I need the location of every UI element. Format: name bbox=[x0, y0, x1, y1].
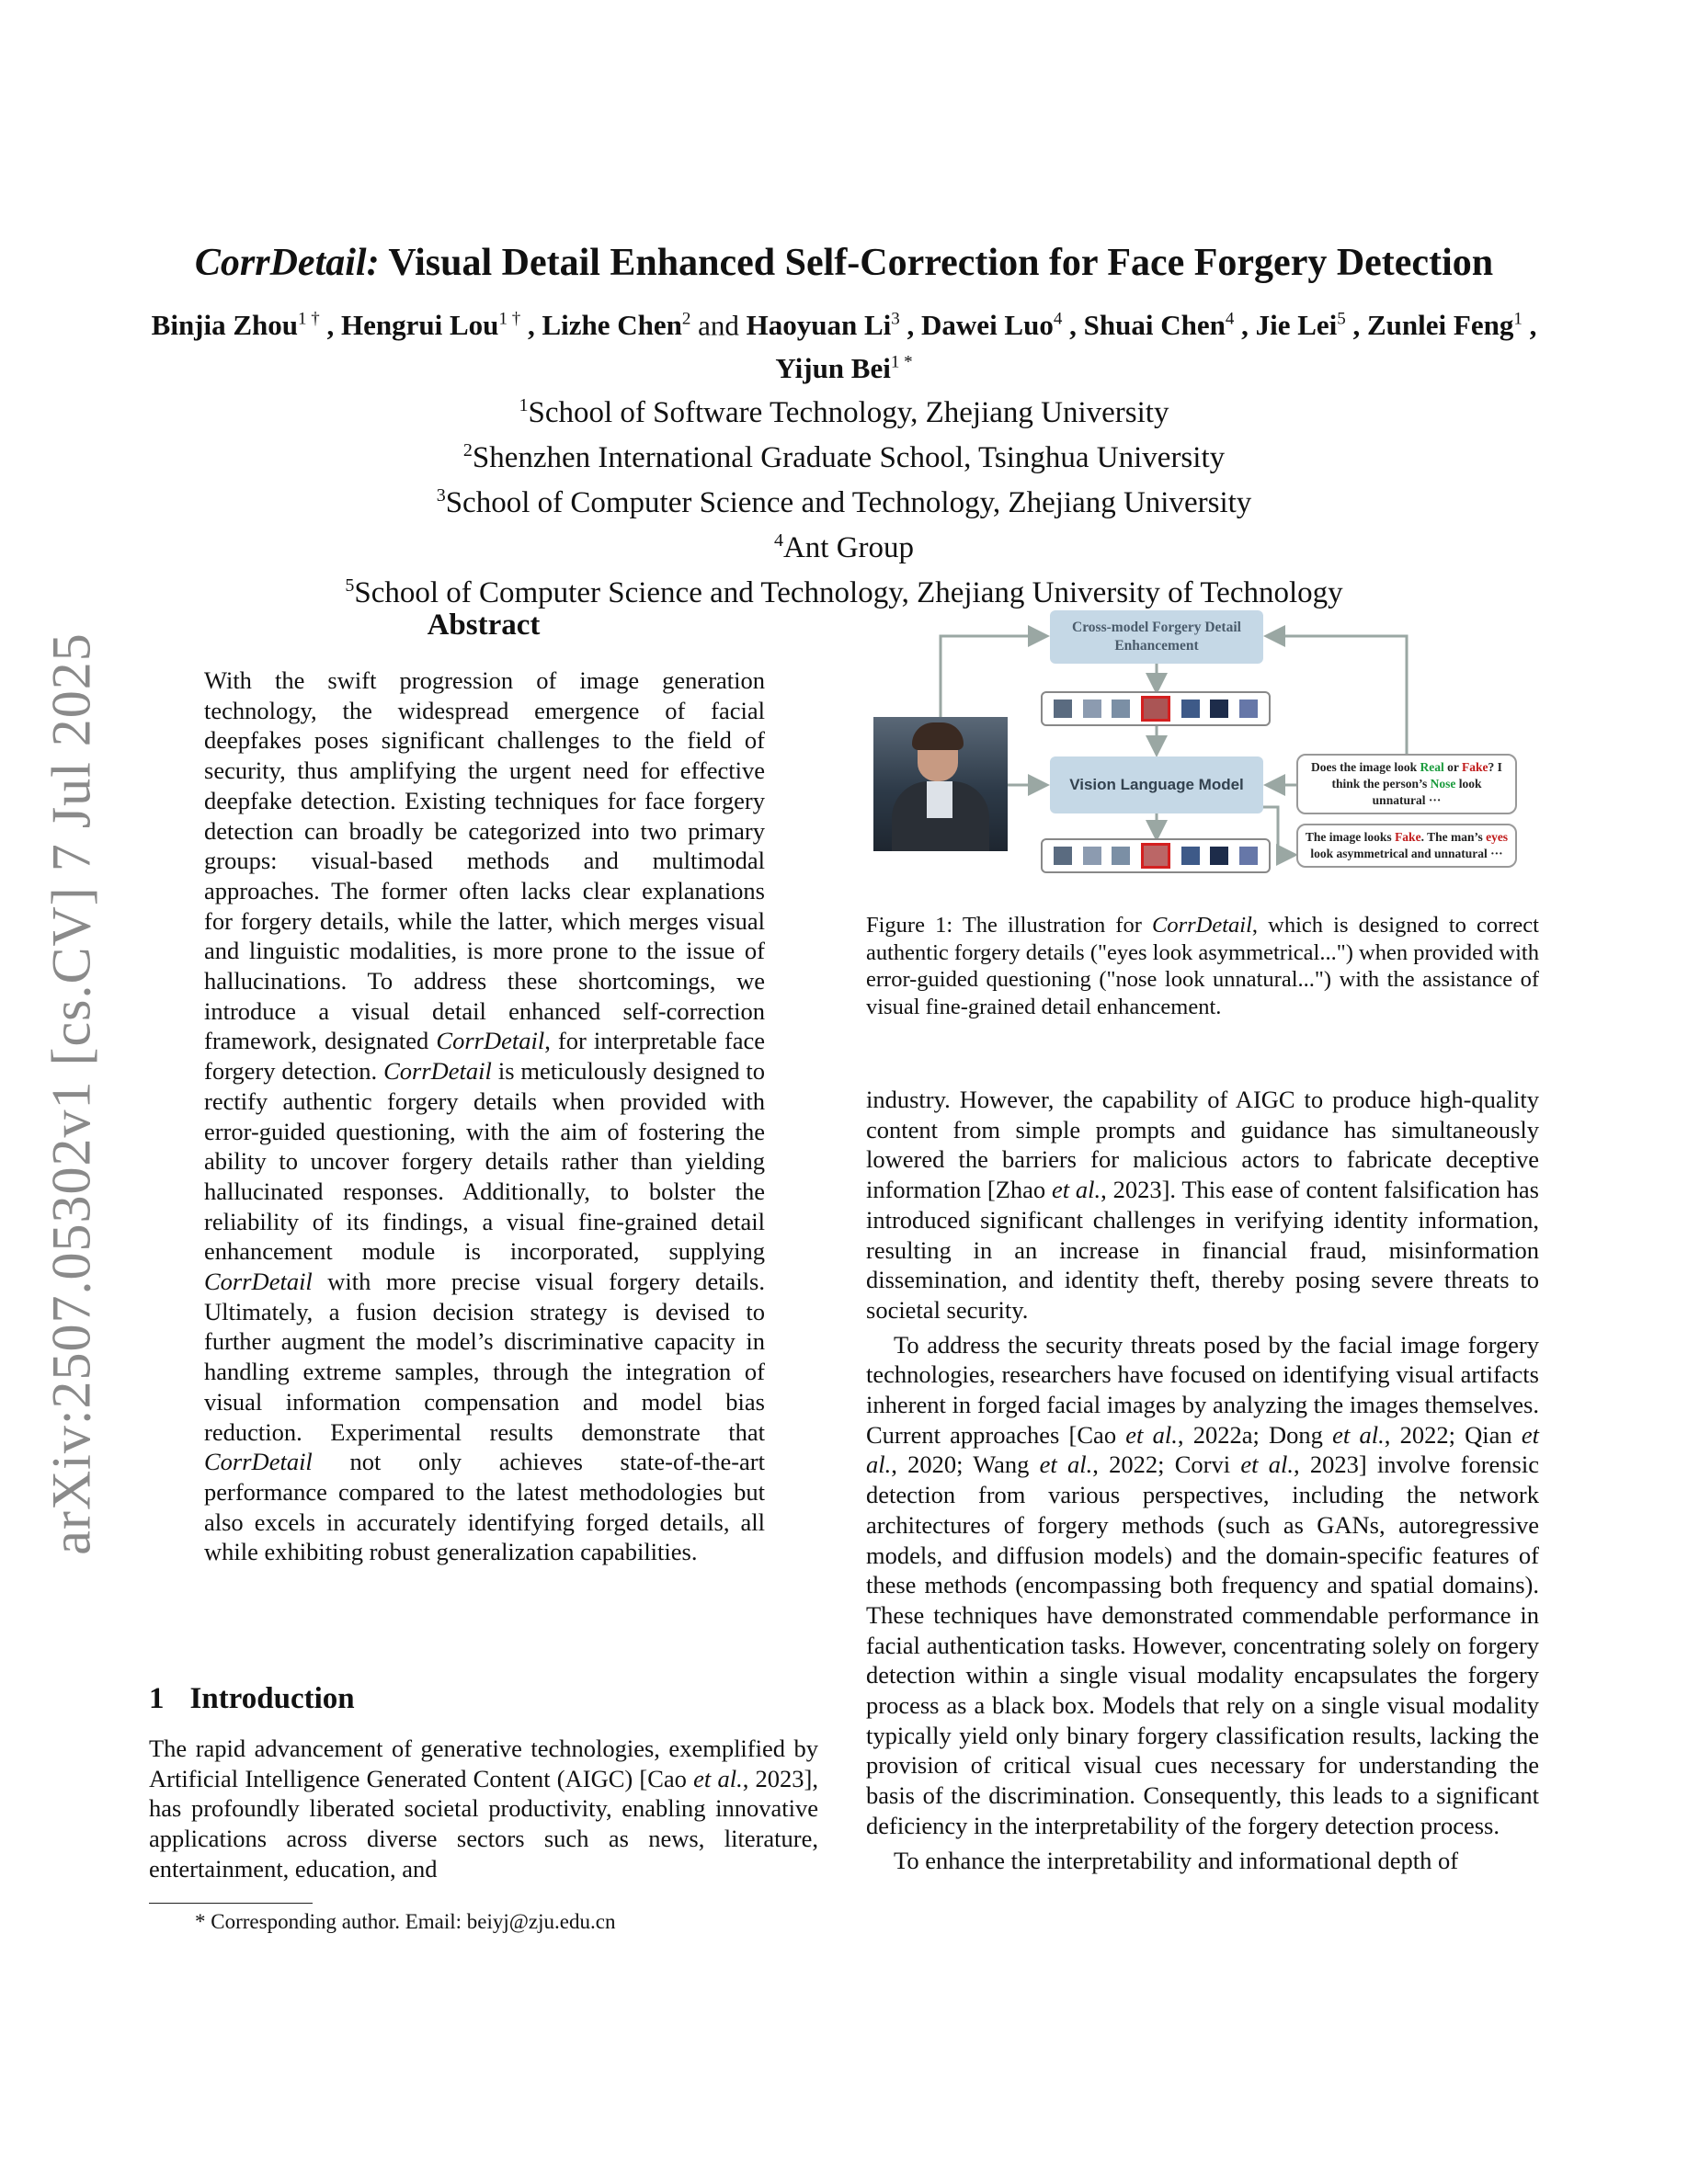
italic-run: CorrDetail bbox=[204, 1448, 313, 1476]
text-run: , 2023]. This ease of content falsification has introduced significant challenges in verifying identity information, resulting in an increase in financial fraud, misinformation dissemination, and identity theft, thereby posing severe threats to societal security. bbox=[866, 1176, 1539, 1324]
italic-run: et al. bbox=[1051, 1176, 1101, 1204]
text-run: To enhance the interpretability and informational depth of bbox=[894, 1846, 1459, 1874]
italic-run: et al. bbox=[1240, 1450, 1294, 1479]
text-run: is meticulously designed to rectify authentic forgery details when provided with error-guided questioning, with the aim of fostering the ability to uncover forgery details rather than yielding hallucinated responses. Additionally, to bolster the reliability of its findings, a visual fine-grained detail enhancement module is incorporated, supplying bbox=[204, 1057, 765, 1266]
title-rest: Visual Detail Enhanced Self-Correction for Face Forgery Detection bbox=[388, 242, 1494, 284]
affiliation: $^3$School of Computer Science and Technology, Zhejiang University bbox=[436, 484, 1252, 519]
arxiv-sidebar-stamp bbox=[35, 625, 108, 1563]
face-patch bbox=[1181, 700, 1200, 718]
author: Lizhe Chen$^2$ bbox=[542, 309, 691, 342]
affiliation: $^4$Ant Group bbox=[773, 529, 915, 564]
author: Haoyuan Li$^3$ bbox=[746, 309, 900, 342]
italic-run: CorrDetail bbox=[383, 1057, 492, 1086]
italic-run: et al. bbox=[866, 1420, 1539, 1479]
text-run: The rapid advancement of generative technologies, exemplified by Artificial Intelligence Generated Content (AIGC) [Cao bbox=[149, 1735, 818, 1792]
face-patch bbox=[1112, 847, 1130, 865]
text-run: industry. However, the capability of AIGC to produce high-quality content from simple prompts and guidance has simultaneously lowered the barriers for malicious actors to fabricate deceptive information [Zhao bbox=[866, 1086, 1539, 1204]
highlighted-patch bbox=[1141, 843, 1170, 869]
answer-bubble: The image looks Fake. The man’s eyes look asymmetrical and unnatural ··· bbox=[1296, 824, 1517, 868]
paragraph bbox=[866, 1330, 1539, 1841]
italic-run: et al. bbox=[693, 1764, 743, 1792]
affiliation: $^1$School of Software Technology, Zhejiang University bbox=[519, 394, 1169, 429]
text-run: , for interpretable face forgery detection. bbox=[204, 1027, 765, 1086]
text-run: , 2022; Corvi bbox=[1092, 1450, 1241, 1479]
abstract-heading: Abstract bbox=[427, 609, 541, 642]
text-run: To address the security threats posed by the facial image forgery technologies, researchers have focused on identifying visual artifacts inherent in forged facial images by analyzing the images themselves. Current approaches [Cao bbox=[866, 1330, 1539, 1449]
face-patch bbox=[1054, 700, 1072, 718]
arrow-question-to-enhancement bbox=[1269, 636, 1407, 756]
and-word: and bbox=[698, 309, 739, 342]
italic-run: CorrDetail bbox=[1152, 913, 1252, 938]
photo-shirt bbox=[927, 781, 952, 818]
author: Yijun Bei$^{1 *}$ bbox=[775, 351, 913, 384]
affiliation: $^5$School of Computer Science and Technology, Zhejiang University of Technology bbox=[345, 574, 1343, 609]
author: Zunlei Feng$^1$ bbox=[1367, 309, 1523, 342]
author-list: Binjia Zhou$^{1 \dagger}$ , Hengrui Lou$^{1 \dagger}$ , Lizhe Chen$^2$ and Haoyuan Li$^3$ , Dawei Luo$^4$ , Shuai Chen$^4$ , Jie Lei$^5$ , Zunlei Feng$^1$ , Yijun Bei$^{1 *}$ bbox=[151, 309, 1537, 384]
paper-header bbox=[110, 237, 1578, 612]
paragraph bbox=[866, 1085, 1539, 1325]
arxiv-identifier: arXiv:2507.05302v1 [cs.CV] 7 Jul 2025 bbox=[40, 632, 102, 1555]
author: Jie Lei$^5$ bbox=[1255, 309, 1346, 342]
vision-language-model-box: Vision Language Model bbox=[1050, 756, 1263, 813]
italic-run: et al. bbox=[1125, 1420, 1178, 1449]
footnote: * Corresponding author. Email: beiyj@zju.edu.cn bbox=[195, 1910, 616, 1933]
section-number: 1 bbox=[149, 1682, 165, 1715]
affiliation: $^2$Shenzhen International Graduate School, Tsinghua University bbox=[462, 439, 1226, 474]
face-patch bbox=[1239, 700, 1258, 718]
italic-run: CorrDetail bbox=[204, 1268, 313, 1296]
highlighted-patch bbox=[1141, 696, 1170, 722]
footnote-rule bbox=[149, 1903, 313, 1904]
section-title: Introduction bbox=[189, 1682, 355, 1715]
text-run: With the swift progression of image generation technology, the widespread emergence of facial deepfakes poses significant challenges to the field of security, thus amplifying the urgent need for effective deepfake detection. Existing techniques for face forgery detection can broadly be categorized into two primary groups: visual-based methods and multimodal approaches. The former often lacks clear explanations for forgery details, while the latter, which merges visual and linguistic modalities, is more prone to the issue of hallucinations. To address these shortcomings, we introduce a visual detail enhanced self-correction framework, designated bbox=[204, 666, 765, 1055]
text-run: , 2020; Wang bbox=[891, 1450, 1040, 1479]
author: Binjia Zhou$^{1 \dagger}$ bbox=[151, 309, 320, 342]
input-face-photo bbox=[873, 717, 1008, 851]
text-run: Figure 1: The illustration for bbox=[866, 913, 1152, 938]
italic-run: CorrDetail bbox=[436, 1027, 545, 1055]
text-run: not only achieves state-of-the-art performance compared to the latest methodologies but also excels in accurately identifying forged details, all while exhibiting robust generalization capabilities. bbox=[204, 1448, 765, 1566]
paper-title bbox=[110, 237, 1578, 289]
forgery-detail-enhancement-box: Cross-model Forgery Detail Enhancement bbox=[1050, 610, 1263, 664]
face-patch bbox=[1112, 700, 1130, 718]
author: Dawei Luo$^4$ bbox=[921, 309, 1063, 342]
text-run: , 2022a; Dong bbox=[1177, 1420, 1333, 1449]
text-run: , 2023] involve forensic detection from various perspectives, including the network architectures of forgery methods (such as GANs, autoregressive models, and diffusion models) and the domain-specific features of these methods (encompassing both frequency and spatial domains). These techniques have demonstrated commendable performance in facial authentication tasks. However, concentrating solely on forgery detection within a single visual modality encapsulates the forgery process as a black box. Models that rely on a single visual modality typically yield only binary forgery classification results, lacking the provision of critical visual cues necessary for understanding the basis of the discrimination. Consequently, this leads to a significant deficiency in the interpretability of the forgery detection process. bbox=[866, 1450, 1539, 1839]
question-bubble: Does the image look Real or Fake? I think the person’s Nose look unnatural ··· bbox=[1296, 754, 1517, 814]
patch-strip-bottom bbox=[1041, 838, 1271, 873]
face-patch bbox=[1181, 847, 1200, 865]
introduction-paragraph bbox=[149, 1734, 818, 1884]
text-run: , 2023], has profoundly liberated societal productivity, enabling innovative applications across diverse sectors such as news, literature, entertainment, education, and bbox=[149, 1764, 818, 1883]
paragraph bbox=[866, 1846, 1539, 1876]
photo-hair bbox=[912, 722, 964, 750]
abstract-body bbox=[204, 665, 765, 1567]
face-patch bbox=[1054, 847, 1072, 865]
face-patch bbox=[1239, 847, 1258, 865]
face-patch bbox=[1210, 700, 1228, 718]
figure-1 bbox=[873, 607, 1535, 882]
text-run: , 2022; Qian bbox=[1384, 1420, 1522, 1449]
face-patch bbox=[1083, 700, 1101, 718]
author: Shuai Chen$^4$ bbox=[1083, 309, 1235, 342]
italic-run: et al. bbox=[1332, 1420, 1385, 1449]
patch-strip-top bbox=[1041, 691, 1271, 726]
author: Hengrui Lou$^{1 \dagger}$ bbox=[341, 309, 521, 342]
text-run: with more precise visual forgery details. Ultimately, a fusion decision strategy is devised to further augment the model’s discriminative capacity in handling extreme samples, through the integration of visual information compensation and model bias reduction. Experimental results demonstrate that bbox=[204, 1268, 765, 1446]
right-column-text bbox=[866, 1085, 1539, 1875]
title-italic: CorrDetail: bbox=[194, 242, 380, 284]
text-run: , which is designed to correct authentic forgery details ("eyes look asymmetrical...") when provided with error-guided questioning ("nose look unnatural...") with the assistance of visual fine-grained detail enhancement. bbox=[866, 913, 1539, 1019]
italic-run: et al. bbox=[1039, 1450, 1093, 1479]
face-patch bbox=[1083, 847, 1101, 865]
affiliation-list bbox=[110, 387, 1578, 612]
arrow-photo-to-enhancement bbox=[941, 636, 1044, 717]
section-heading-introduction bbox=[149, 1682, 355, 1716]
face-patch bbox=[1210, 847, 1228, 865]
figure-1-caption bbox=[866, 912, 1539, 1020]
